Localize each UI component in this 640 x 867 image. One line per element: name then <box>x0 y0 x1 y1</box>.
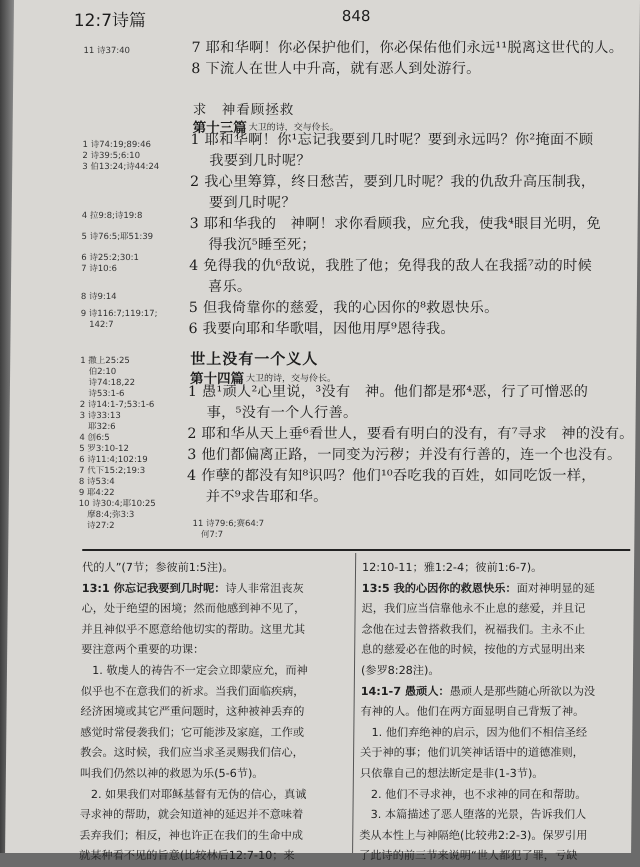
commentary-line: 14:1-7 愚顽人：愚顽人是那些随心所欲以为没 <box>360 684 596 698</box>
xref-line: 6 诗25:2;30:1 <box>81 253 140 263</box>
commentary-right <box>359 558 632 867</box>
page-header <box>74 4 634 30</box>
commentary-left <box>79 558 352 867</box>
xref-line: 3 诗33:13 <box>79 411 121 421</box>
xref-line: 8 诗9:14 <box>80 292 117 302</box>
xref-line: 2 诗14:1-7;53:1-6 <box>79 400 155 410</box>
ps13-xrefs-b <box>82 211 143 222</box>
xref-line: 10 诗30:4;耶10:25 <box>78 499 156 509</box>
ps13-verse-3-cont: 得我沉⁵睡至死； <box>208 237 316 253</box>
xref-line: 11 诗79:6;赛64:7 <box>192 519 265 529</box>
commentary-line: 类从本性上与神隔绝(比较弗2:2-3)。保罗引用 <box>359 828 588 842</box>
commentary-lemma: 13:5 我的心因你的救恩快乐： <box>361 581 517 595</box>
ps14-verse-4-cont: 并不⁹求告耶和华。 <box>205 489 328 505</box>
ps14-superscription: 大卫的诗，交与伶长。 <box>245 374 337 384</box>
xref-line: 4 创6:5 <box>79 433 110 443</box>
xref-line: 诗53:1-6 <box>79 389 125 399</box>
xref-line: 9 诗116:7;119:17; <box>80 309 158 319</box>
commentary-line: 关于神的事；他们讥笑神话语中的道德准则， <box>360 746 584 760</box>
commentary-line: 念他在过去曾搭救我们，祝福我们。主永不止 <box>361 622 586 636</box>
ps13-heading: 求 神看顾拯救 <box>192 102 295 118</box>
xref-line: 142:7 <box>80 320 114 330</box>
xref-line: 诗74:18,22 <box>79 378 136 388</box>
ps13-xrefs-f <box>81 309 158 331</box>
commentary-line: 寻求神的帮助，就会知道神的延迟并不意味着 <box>79 808 304 822</box>
ps13-verse-4: 4 免得我的仇⁶敌说，我胜了他；免得我的敌人在我摇⁷动的时候 <box>189 258 593 274</box>
commentary-line: 经济困境或其它严重问题时，这种被神丢弃的 <box>80 705 305 719</box>
ps13-verse-2: 2 我心里筹算，终日愁苦，要到几时呢？我的仇敌升高压制我， <box>190 174 596 190</box>
commentary-lemma: 13:1 你忘记我要到几时呢： <box>81 581 226 595</box>
commentary-line: 2. 如果我们对耶稣基督有无伪的信心，真诚 <box>79 787 307 801</box>
xref-line: 8 诗53:4 <box>78 477 115 487</box>
commentary-line: 13:5 我的心因你的救恩快乐：面对神明显的延 <box>361 581 596 595</box>
section-divider <box>82 549 630 551</box>
commentary-line: (参罗8:28注)。 <box>360 663 440 677</box>
xref-line: 耶32:6 <box>79 422 116 432</box>
xref-line: 9 耶4:22 <box>78 488 115 498</box>
ps14-number: 第十四篇 <box>189 371 245 387</box>
verse-12-8: 8 下流人在世人中升高，就有恶人到处游行。 <box>191 61 481 77</box>
commentary-line: 12:10-11；雅1:2-4；彼前1:6-7)。 <box>361 561 543 574</box>
bible-page <box>5 0 640 863</box>
ps13-verse-2-cont: 要到几时呢？ <box>208 195 296 211</box>
ps13-xrefs-c <box>81 232 153 243</box>
commentary-line: 只依靠自己的想法断定是非(1-3节)。 <box>359 766 544 780</box>
commentary-line: 迟，我们应当信靠他永不止息的慈爱，并且记 <box>361 602 586 616</box>
commentary-line: 3. 本篇描述了恶人堕落的光景，告诉我们人 <box>359 808 587 822</box>
ps14-xrefs <box>78 356 157 532</box>
page-number: 848 <box>341 7 371 25</box>
xref-line: 7 代下15:2;19:3 <box>79 466 146 476</box>
commentary-line: 1. 敬虔人的祷告不一定会立即蒙应允，而神 <box>80 663 308 677</box>
ps13-xrefs-e <box>81 292 117 303</box>
ps13-superscription: 大卫的诗，交与伶长。 <box>248 123 339 133</box>
ps14-verse-4: 4 作孽的都没有知⁸识吗？他们¹⁰吞吃我的百姓，如同吃饭一样， <box>186 468 596 484</box>
ps13-verse-1: 1 耶和华啊！你¹忘记我要到几时呢？要到永远吗？你²掩面不顾 <box>190 132 594 148</box>
commentary-line: 息的慈爱必在他的时候，按他的方式显明出来 <box>361 643 586 657</box>
xref-line: 1 诗74:19;89:46 <box>82 140 152 150</box>
xref-line: 3 伯13:24;诗44:24 <box>82 162 160 172</box>
xref-line: 1 撒上25:25 <box>80 356 130 366</box>
ps13-xrefs-d <box>81 253 139 275</box>
ps13-verse-3: 3 耶和华我的 神啊！求你看顾我，应允我，使我⁴眼目光明，免 <box>189 216 602 232</box>
commentary-line: 似乎也不在意我们的祈求。当我们面临疾病， <box>80 684 305 698</box>
ps13-verse-4-cont: 喜乐。 <box>207 279 252 295</box>
xref-line: 6 诗11:4;102:19 <box>79 455 148 465</box>
xref-line: 摩8:4;弥3:3 <box>78 510 135 520</box>
commentary-line: 了此诗的前三节来说明“世人都犯了罪，亏缺 <box>358 849 578 863</box>
ps14-verse-3: 3 他们都偏离正路，一同变为污秽；并没有行善的，连一个也没有。 <box>187 447 622 463</box>
xref-top <box>83 46 130 57</box>
commentary-lemma: 14:1-7 愚顽人： <box>360 684 450 698</box>
commentary-line: 心，处于绝望的困境；然而他感到神不见了， <box>81 602 306 616</box>
running-title: 12:7诗篇 <box>73 11 147 31</box>
commentary-line: 要注意两个重要的功课： <box>81 643 205 657</box>
ps13-number: 第十三篇 <box>192 120 247 136</box>
commentary-line: 2. 他们不寻求神，也不求神的同在和帮助。 <box>359 787 587 801</box>
xref-line: 4 拉9:8;诗19:8 <box>81 211 143 221</box>
commentary-line: 代的人”(7节；参彼前1:5注)。 <box>81 561 234 574</box>
verse-12-7: 7 耶和华啊！你必保护他们，你必保佑他们永远¹¹脱离这世代的人。 <box>191 40 624 56</box>
ps14-verse-2: 2 耶和华从天上垂⁶看世人，要看有明白的没有，有⁷寻求 神的没有。 <box>187 426 634 442</box>
ps13-verse-6: 6 我要向耶和华歌唱，因他用厚⁹恩待我。 <box>188 321 456 337</box>
ps14-verse-1: 1 愚¹顽人²心里说，³没有 神。他们都是邪⁴恶，行了可憎恶的 <box>187 384 589 400</box>
column-divider <box>352 553 356 853</box>
commentary-line: 丢弃我们；相反，神也许正在我们的生命中成 <box>79 828 304 842</box>
xref-line: 5 诗76:5;耶51:39 <box>81 232 154 242</box>
xref-line: 何7:7 <box>192 530 224 540</box>
commentary-line: 就某种看不见的旨意(比较林后12:7-10；来 <box>78 849 295 863</box>
xref-line: 7 诗10:6 <box>81 264 117 274</box>
commentary-line: 感觉时常侵袭我们；它可能涉及家庭，工作或 <box>80 725 305 739</box>
ps13-xrefs <box>82 140 159 173</box>
xref-line: 2 诗39:5;6:10 <box>82 151 141 161</box>
commentary-line: 13:1 你忘记我要到几时呢：诗人非常沮丧灰 <box>81 581 304 595</box>
ps13-verse-1-cont: 我要到几时呢？ <box>209 153 311 169</box>
commentary-line: 1. 他们弃绝神的启示，因为他们不相信圣经 <box>360 725 588 739</box>
ps13-verse-5: 5 但我倚靠你的慈爱，我的心因你的⁸救恩快乐。 <box>188 300 499 316</box>
commentary-line: 并且神似乎不愿意给他切实的帮助。这里尤其 <box>81 622 306 636</box>
xref-line: 5 罗3:10-12 <box>79 444 129 454</box>
ps14-xref-bottom <box>192 519 264 541</box>
xref-line: 伯2:10 <box>80 367 117 377</box>
ps14-heading: 世上没有一个义人 <box>190 350 319 368</box>
commentary-line: 教会。这时候，我们应当求圣灵赐我们信心， <box>80 746 304 760</box>
xref-line: 11 诗37:40 <box>83 46 131 56</box>
commentary-line: 叫我们仍然以神的救恩为乐(5-6节)。 <box>79 766 264 780</box>
xref-line: 诗27:2 <box>78 521 115 531</box>
commentary-line: 有神的人。他们在两方面显明自己背叛了神。 <box>360 705 585 719</box>
ps14-verse-1-cont: 事，⁵没有一个人行善。 <box>206 405 358 421</box>
